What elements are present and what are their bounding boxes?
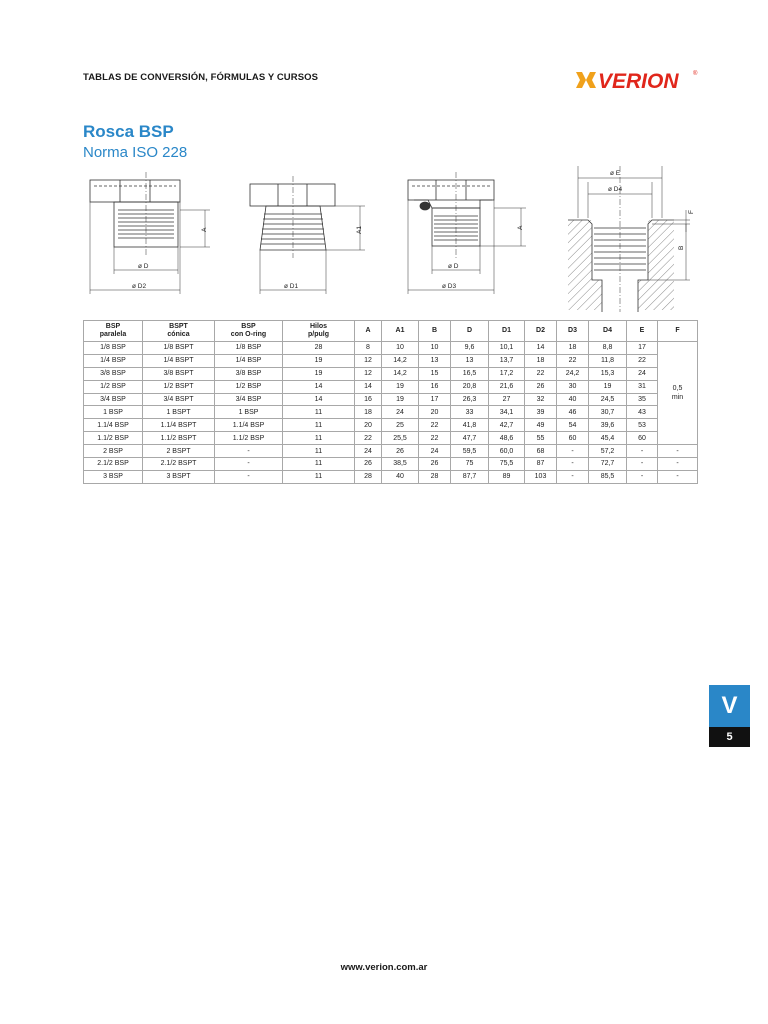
table-cell: 1.1/4 BSP bbox=[84, 419, 143, 432]
table-cell: 22 bbox=[525, 367, 557, 380]
table-cell: 68 bbox=[525, 445, 557, 458]
table-cell: 39 bbox=[525, 406, 557, 419]
table-cell: - bbox=[627, 470, 658, 483]
table-cell: 30 bbox=[557, 380, 589, 393]
table-cell: 1/8 BSPT bbox=[143, 342, 215, 355]
table-cell: 24 bbox=[419, 445, 451, 458]
table-cell: 26 bbox=[355, 458, 382, 471]
table-cell: 26,3 bbox=[451, 393, 489, 406]
table-row bbox=[84, 458, 698, 471]
table-cell: 17 bbox=[419, 393, 451, 406]
verion-logo-text: VERION bbox=[598, 70, 679, 93]
table-cell: - bbox=[627, 445, 658, 458]
table-cell: 19 bbox=[589, 380, 627, 393]
table-cell: 3 BSPT bbox=[143, 470, 215, 483]
table-cell: 1 BSP bbox=[215, 406, 283, 419]
table-cell: 11 bbox=[283, 432, 355, 445]
table-cell: 24 bbox=[382, 406, 419, 419]
table-cell: 87 bbox=[525, 458, 557, 471]
table-cell: 16 bbox=[355, 393, 382, 406]
table-cell: - bbox=[658, 458, 698, 471]
table-cell: 14 bbox=[355, 380, 382, 393]
table-cell: - bbox=[658, 445, 698, 458]
fig4-dim-f: F bbox=[688, 210, 695, 214]
table-cell: 53 bbox=[627, 419, 658, 432]
table-cell: 28 bbox=[355, 470, 382, 483]
table-cell: 2.1/2 BSPT bbox=[143, 458, 215, 471]
table-cell: 16 bbox=[419, 380, 451, 393]
page-number: 5 bbox=[709, 727, 750, 747]
table-cell: 10 bbox=[419, 342, 451, 355]
table-cell: 75 bbox=[451, 458, 489, 471]
table-cell: 17,2 bbox=[489, 367, 525, 380]
table-row bbox=[84, 393, 698, 406]
table-cell: 3/4 BSP bbox=[215, 393, 283, 406]
table-cell: 15,3 bbox=[589, 367, 627, 380]
table-cell: 1/2 BSPT bbox=[143, 380, 215, 393]
table-cell: 60 bbox=[557, 432, 589, 445]
table-cell: 21,6 bbox=[489, 380, 525, 393]
table-cell: 43 bbox=[627, 406, 658, 419]
table-row bbox=[84, 342, 698, 355]
table-cell: 19 bbox=[283, 354, 355, 367]
table-header-row bbox=[84, 321, 698, 342]
fig4-dim-e: ø E bbox=[610, 170, 621, 177]
col-header-a: A bbox=[355, 321, 382, 342]
table-cell: 22 bbox=[627, 354, 658, 367]
table-cell: - bbox=[557, 445, 589, 458]
table-cell: 1/4 BSP bbox=[84, 354, 143, 367]
col-header-d: D bbox=[451, 321, 489, 342]
table-cell-f-note: 0,5 min bbox=[658, 342, 698, 445]
table-cell: 24,5 bbox=[589, 393, 627, 406]
table-cell: 22 bbox=[419, 419, 451, 432]
table-cell: 2 BSP bbox=[84, 445, 143, 458]
table-cell: 41,8 bbox=[451, 419, 489, 432]
table-cell: 22 bbox=[557, 354, 589, 367]
table-cell: 19 bbox=[382, 393, 419, 406]
col-header-bspt-conica: BSPT cónica bbox=[143, 321, 215, 342]
table-row bbox=[84, 470, 698, 483]
fig3-dim-d: ø D bbox=[448, 263, 459, 270]
table-cell: 1/2 BSP bbox=[84, 380, 143, 393]
table-row bbox=[84, 354, 698, 367]
table-cell: 30,7 bbox=[589, 406, 627, 419]
col-header-b: B bbox=[419, 321, 451, 342]
table-cell: 31 bbox=[627, 380, 658, 393]
table-cell: 87,7 bbox=[451, 470, 489, 483]
table-cell: 1.1/2 BSP bbox=[84, 432, 143, 445]
table-cell: 42,7 bbox=[489, 419, 525, 432]
footer-url: www.verion.com.ar bbox=[340, 962, 428, 973]
page-title: Rosca BSP bbox=[83, 122, 174, 141]
table-cell: 1.1/2 BSPT bbox=[143, 432, 215, 445]
table-cell: 60,0 bbox=[489, 445, 525, 458]
table-cell: 1/4 BSPT bbox=[143, 354, 215, 367]
technical-drawings bbox=[80, 162, 700, 312]
table-cell: - bbox=[557, 470, 589, 483]
table-cell: 35 bbox=[627, 393, 658, 406]
table-cell: 103 bbox=[525, 470, 557, 483]
fig3-dim-d3: ø D3 bbox=[442, 283, 457, 290]
table-cell: 18 bbox=[355, 406, 382, 419]
table-cell: 10 bbox=[382, 342, 419, 355]
table-cell: 72,7 bbox=[589, 458, 627, 471]
table-cell: 25 bbox=[382, 419, 419, 432]
fig1-dim-a: A bbox=[201, 227, 208, 232]
table-cell: 26 bbox=[382, 445, 419, 458]
col-header-d1: D1 bbox=[489, 321, 525, 342]
table-cell: 3/8 BSP bbox=[84, 367, 143, 380]
table-cell: 1/8 BSP bbox=[215, 342, 283, 355]
table-cell: 26 bbox=[525, 380, 557, 393]
table-cell: 2.1/2 BSP bbox=[84, 458, 143, 471]
table-cell: 49 bbox=[525, 419, 557, 432]
page-header-title: TABLAS DE CONVERSIÓN, FÓRMULAS Y CURSOS bbox=[83, 72, 319, 83]
table-cell: - bbox=[627, 458, 658, 471]
table-row bbox=[84, 445, 698, 458]
table-cell: 3/8 BSPT bbox=[143, 367, 215, 380]
verion-logo-registered: ® bbox=[693, 71, 698, 77]
col-header-f: F bbox=[658, 321, 698, 342]
table-cell: 19 bbox=[283, 367, 355, 380]
col-header-d4: D4 bbox=[589, 321, 627, 342]
table-cell: 14 bbox=[525, 342, 557, 355]
page-subtitle: Norma ISO 228 bbox=[83, 144, 188, 161]
table-cell: 17 bbox=[627, 342, 658, 355]
table-cell: 38,5 bbox=[382, 458, 419, 471]
table-row bbox=[84, 419, 698, 432]
table-cell: 8 bbox=[355, 342, 382, 355]
table-cell: - bbox=[658, 470, 698, 483]
table-cell: 85,5 bbox=[589, 470, 627, 483]
table-cell: 13 bbox=[419, 354, 451, 367]
fig1-dim-d: ø D bbox=[138, 263, 149, 270]
table-body bbox=[84, 342, 698, 484]
table-cell: 3 BSP bbox=[84, 470, 143, 483]
table-cell: 89 bbox=[489, 470, 525, 483]
table-cell: 20 bbox=[355, 419, 382, 432]
table-cell: 24 bbox=[355, 445, 382, 458]
drawing-port-section bbox=[568, 166, 695, 312]
table-cell: 11 bbox=[283, 419, 355, 432]
table-cell: 33 bbox=[451, 406, 489, 419]
table-cell: - bbox=[215, 458, 283, 471]
col-header-d3: D3 bbox=[557, 321, 589, 342]
table-cell: 14,2 bbox=[382, 367, 419, 380]
table-cell: 13 bbox=[451, 354, 489, 367]
table-cell: 22 bbox=[419, 432, 451, 445]
table-cell: 40 bbox=[557, 393, 589, 406]
table-cell: 45,4 bbox=[589, 432, 627, 445]
table-cell: 2 BSPT bbox=[143, 445, 215, 458]
table-cell: 47,7 bbox=[451, 432, 489, 445]
table-cell: 60 bbox=[627, 432, 658, 445]
table-cell: 46 bbox=[557, 406, 589, 419]
table-cell: 1.1/4 BSP bbox=[215, 419, 283, 432]
table-row bbox=[84, 380, 698, 393]
table-cell: 18 bbox=[525, 354, 557, 367]
table-cell: - bbox=[215, 445, 283, 458]
table-cell: 9,6 bbox=[451, 342, 489, 355]
table-cell: 28 bbox=[283, 342, 355, 355]
table-cell: - bbox=[215, 470, 283, 483]
table-cell: 11 bbox=[283, 406, 355, 419]
table-cell: 34,1 bbox=[489, 406, 525, 419]
table-cell: 1 BSPT bbox=[143, 406, 215, 419]
verion-logo bbox=[574, 66, 699, 94]
table-cell: 1/4 BSP bbox=[215, 354, 283, 367]
table-cell: 22 bbox=[355, 432, 382, 445]
table-cell: 24,2 bbox=[557, 367, 589, 380]
table-cell: 55 bbox=[525, 432, 557, 445]
table-cell: 24 bbox=[627, 367, 658, 380]
verion-logo-icon bbox=[576, 72, 596, 88]
fig1-dim-d2: ø D2 bbox=[132, 283, 147, 290]
table-cell: 18 bbox=[557, 342, 589, 355]
bsp-dimensions-table bbox=[83, 320, 698, 484]
table-cell: 11 bbox=[283, 458, 355, 471]
table-cell: - bbox=[557, 458, 589, 471]
table-cell: 14 bbox=[283, 393, 355, 406]
table-cell: 20,8 bbox=[451, 380, 489, 393]
fig3-dim-a: A bbox=[517, 225, 524, 230]
drawing-bsp-oring bbox=[408, 172, 526, 294]
col-header-bsp-oring: BSP con O-ring bbox=[215, 321, 283, 342]
table-cell: 59,5 bbox=[451, 445, 489, 458]
col-header-bsp-paralela: BSP paralela bbox=[84, 321, 143, 342]
table-cell: 13,7 bbox=[489, 354, 525, 367]
table-cell: 3/8 BSP bbox=[215, 367, 283, 380]
table-cell: 16,5 bbox=[451, 367, 489, 380]
table-cell: 12 bbox=[355, 367, 382, 380]
col-header-e: E bbox=[627, 321, 658, 342]
table-cell: 11,8 bbox=[589, 354, 627, 367]
col-header-d2: D2 bbox=[525, 321, 557, 342]
table-cell: 12 bbox=[355, 354, 382, 367]
table-cell: 1/2 BSP bbox=[215, 380, 283, 393]
fig2-dim-a1: A1 bbox=[356, 226, 363, 234]
fig2-dim-d1: ø D1 bbox=[284, 283, 299, 290]
table-row bbox=[84, 367, 698, 380]
table-cell: 1.1/2 BSP bbox=[215, 432, 283, 445]
table-cell: 1.1/4 BSPT bbox=[143, 419, 215, 432]
table-cell: 40 bbox=[382, 470, 419, 483]
table-cell: 32 bbox=[525, 393, 557, 406]
table-cell: 57,2 bbox=[589, 445, 627, 458]
table-cell: 11 bbox=[283, 470, 355, 483]
table-cell: 3/4 BSPT bbox=[143, 393, 215, 406]
table-cell: 1/8 BSP bbox=[84, 342, 143, 355]
col-header-hilos: Hilos p/pulg bbox=[283, 321, 355, 342]
col-header-a1: A1 bbox=[382, 321, 419, 342]
table-cell: 3/4 BSP bbox=[84, 393, 143, 406]
table-cell: 8,8 bbox=[589, 342, 627, 355]
section-tab-letter: V bbox=[709, 685, 750, 727]
table-cell: 28 bbox=[419, 470, 451, 483]
table-cell: 25,5 bbox=[382, 432, 419, 445]
table-cell: 26 bbox=[419, 458, 451, 471]
table-cell: 39,6 bbox=[589, 419, 627, 432]
table-cell: 14 bbox=[283, 380, 355, 393]
table-cell: 14,2 bbox=[382, 354, 419, 367]
table-cell: 27 bbox=[489, 393, 525, 406]
fig4-dim-d4: ø D4 bbox=[608, 186, 623, 193]
table-cell: 48,6 bbox=[489, 432, 525, 445]
table-cell: 15 bbox=[419, 367, 451, 380]
table-cell: 75,5 bbox=[489, 458, 525, 471]
table-row bbox=[84, 406, 698, 419]
drawing-bsp-parallel bbox=[90, 172, 210, 294]
table-row bbox=[84, 432, 698, 445]
table-cell: 54 bbox=[557, 419, 589, 432]
table-cell: 10,1 bbox=[489, 342, 525, 355]
table-cell: 11 bbox=[283, 445, 355, 458]
table-cell: 19 bbox=[382, 380, 419, 393]
table-cell: 1 BSP bbox=[84, 406, 143, 419]
drawing-bspt-conical bbox=[250, 176, 365, 294]
table-cell: 20 bbox=[419, 406, 451, 419]
fig4-dim-b: B bbox=[678, 245, 685, 250]
